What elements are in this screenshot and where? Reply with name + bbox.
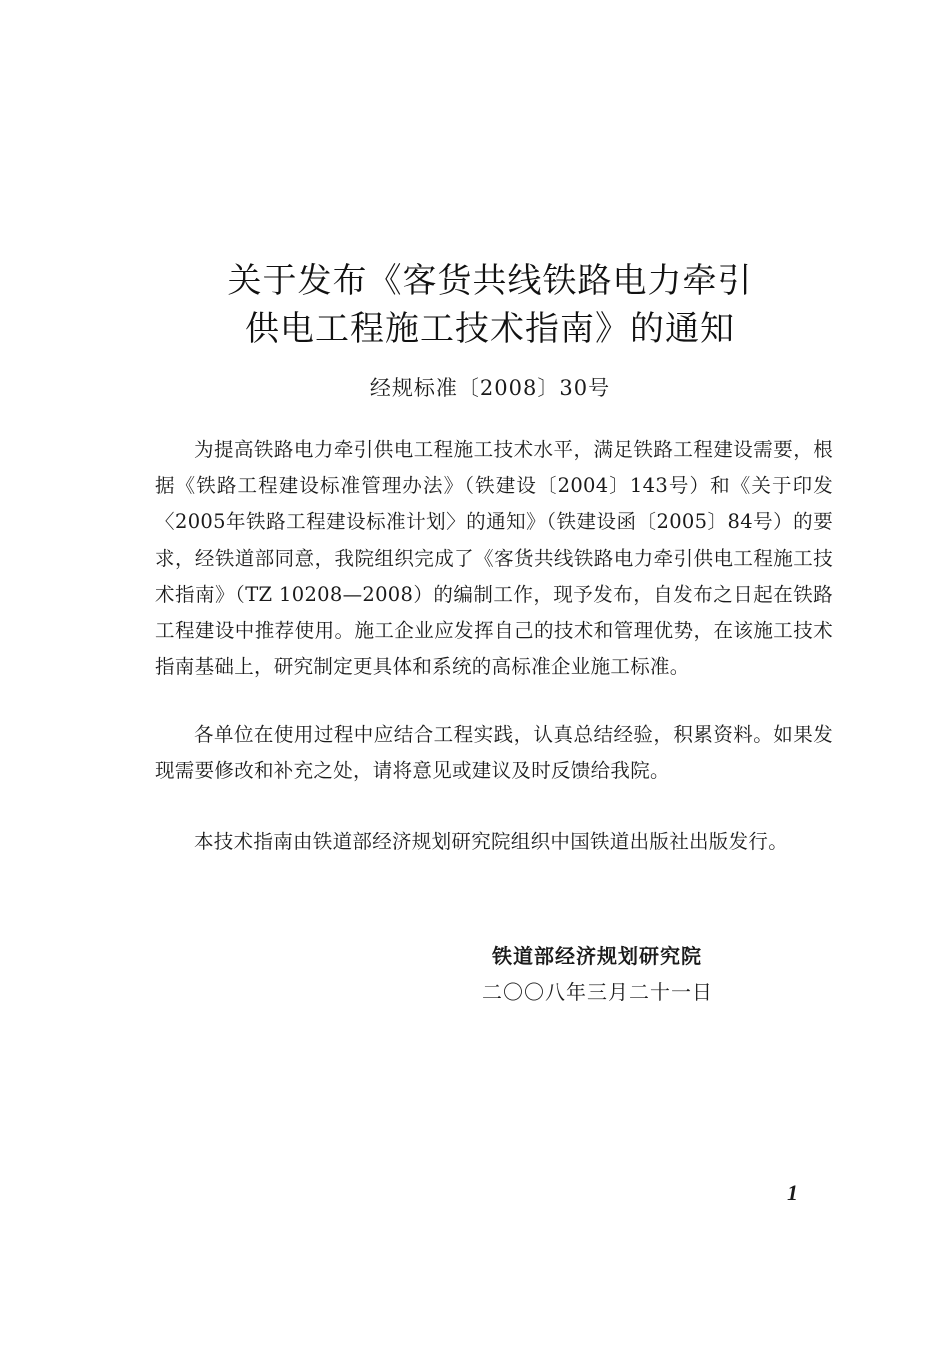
notice-title-line-1: 关于发布《客货共线铁路电力牵引	[227, 261, 753, 301]
body-paragraph-1: 为提高铁路电力牵引供电工程施工技术水平，满足铁路工程建设需要，根据《铁路工程建设标准管理办法》（铁建设〔2004〕143号）和《关于印发〈2005年铁路工程建设标准计划〉的通知》（铁建设函〔2005〕84号）的要求，经铁道部同意，我院组织完成了《客货共线铁路电力牵引供电工程施工技术指南》（TZ 10208—2008）的编制工作，现予发布，自发布之日起在铁路工程建设中推荐使用。施工企业应发挥自己的技术和管理优势，在该施工技术指南基础上，研究制定更具体和系统的高标准企业施工标准。	[155, 438, 833, 679]
body-paragraph-3: 本技术指南由铁道部经济规划研究院组织中国铁道出版社出版发行。	[194, 830, 789, 853]
document-number: 经规标准〔2008〕30号	[369, 376, 611, 400]
body-paragraph-2: 各单位在使用过程中应结合工程实践，认真总结经验，积累资料。如果发现需要修改和补充之处，请将意见或建议及时反馈给我院。	[155, 723, 833, 783]
signature-organization: 铁道部经济规划研究院	[492, 944, 702, 968]
signature-date: 二〇〇八年三月二十一日	[482, 980, 713, 1004]
notice-title-line-2: 供电工程施工技术指南》的通知	[245, 309, 735, 349]
page-number: 1	[787, 1180, 798, 1205]
